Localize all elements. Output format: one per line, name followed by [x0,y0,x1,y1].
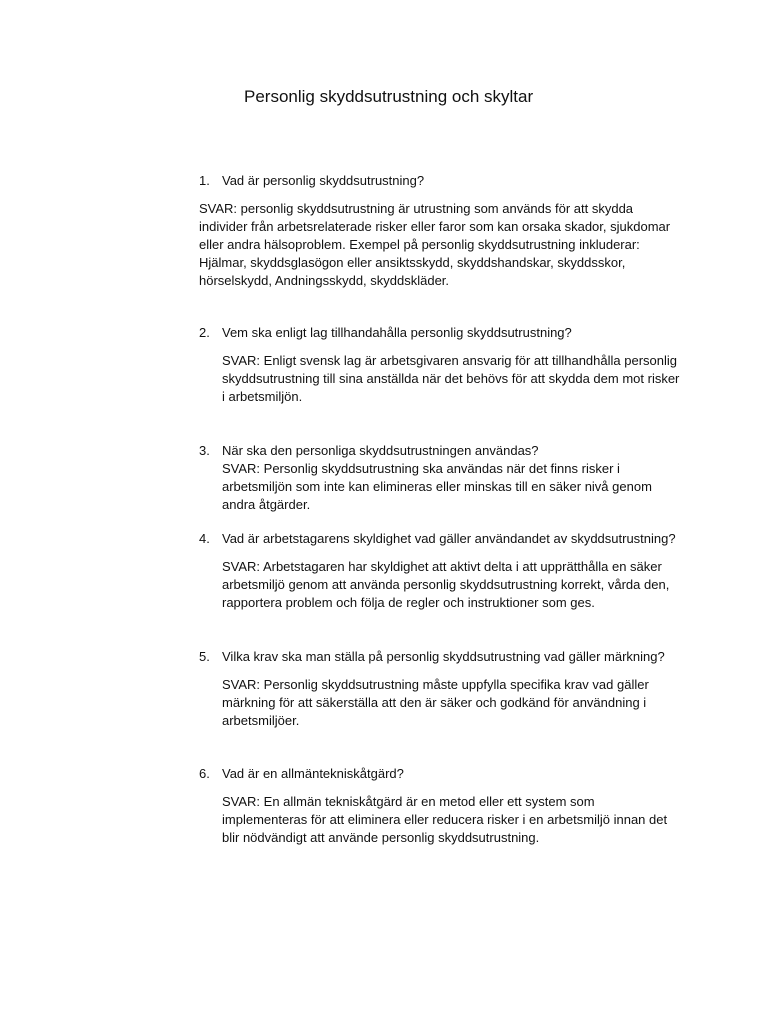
answer-text: SVAR: En allmän tekniskåtgärd är en metod eller ett system som implementeras för att eliminera eller reducera risker i en arbetsmiljö innan det blir nödvändigt att använde personlig skyddsutrustning. [222,794,668,845]
qa-item [199,648,665,730]
question-line [199,442,662,460]
question-text: När ska den personliga skyddsutrustningen användas? [222,443,539,458]
question-line [199,172,681,190]
qa-item [199,765,682,847]
answer-text: SVAR: personlig skyddsutrustning är utrustning som används för att skydda individer från arbetsrelaterade risker eller faror som kan orsaka skador, sjukdomar eller andra hälsoproblem. Exempel på personlig skyddsutrustning inkluderar: Hjälmar, skyddsglasögon eller ansiktsskydd, skyddshandskar, skyddsskor, hörselskydd, Andningsskydd, skyddskläder. [199,201,671,288]
question-text: Vad är en allmäntekniskåtgärd? [222,766,404,781]
question-line [199,765,682,783]
question-line [199,530,684,548]
answer-text: SVAR: Personlig skyddsutrustning måste uppfylla specifika krav vad gäller märkning för att säkerställa att den är säker och godkänd för användning i arbetsmiljöer. [222,677,649,728]
question-number: 6. [199,766,210,781]
question-text: Vad är arbetstagarens skyldighet vad gäller användandet av skyddsutrustning? [222,531,676,546]
question-text: Vilka krav ska man ställa på personlig skyddsutrustning vad gäller märkning? [222,649,665,664]
answer-text: SVAR: Personlig skyddsutrustning ska användas när det finns risker i arbetsmiljön som inte kan elimineras eller minskas till en säker nivå genom andra åtgärder. [222,461,652,512]
question-number: 4. [199,531,210,546]
question-line [199,648,665,666]
answer-text: SVAR: Enligt svensk lag är arbetsgivaren ansvarig för att tillhandhålla personlig skyddsutrustning till sina anställda när det behövs för att skydda dem mot risker i arbetsmiljön. [222,353,680,404]
question-number: 2. [199,325,210,340]
qa-item [199,172,681,290]
document-title: Personlig skyddsutrustning och skyltar [244,87,534,106]
answer-text: SVAR: Arbetstagaren har skyldighet att aktivt delta i att upprätthålla en säker arbetsmiljö genom att använda personlig skyddsutrustning korrekt, vårda den, rapportera problem och följa de regler och instruktioner som ges. [222,559,670,610]
question-number: 5. [199,649,210,664]
question-line [199,324,682,342]
qa-item [199,530,684,612]
question-number: 1. [199,173,210,188]
qa-item [199,324,682,406]
question-text: Vad är personlig skyddsutrustning? [222,173,425,188]
question-text: Vem ska enligt lag tillhandahålla personlig skyddsutrustning? [222,325,572,340]
qa-item [199,442,662,514]
question-number: 3. [199,443,210,458]
